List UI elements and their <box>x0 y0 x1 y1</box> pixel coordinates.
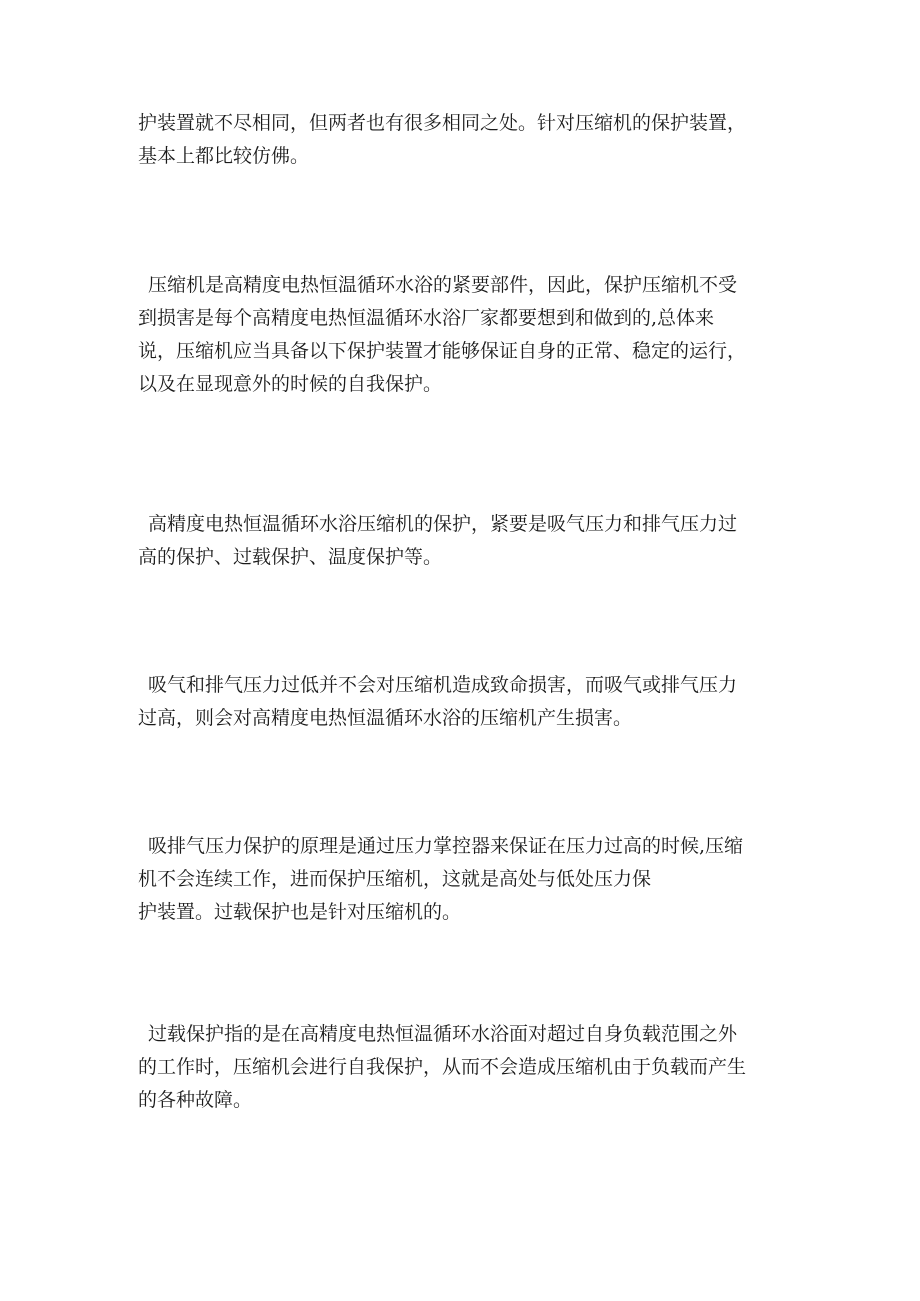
paragraph-4 <box>138 669 788 735</box>
paragraph-5 <box>138 830 788 929</box>
text-line: 护装置。过载保护也是针对压缩机的。 <box>138 901 462 923</box>
paragraph-6 <box>138 1018 788 1117</box>
text-line: 护装置就不尽相同，但两者也有很多相同之处。针对压缩机的保护装置， <box>138 112 747 134</box>
text-line: 高的保护、过载保护、温度保护等。 <box>138 546 443 568</box>
text-line: 压缩机是高精度电热恒温循环水浴的紧要部件，因此，保护压缩机不受 <box>148 274 738 296</box>
text-line: 说，压缩机应当具备以下保护装置才能够保证自身的正常、稳定的运行， <box>138 340 747 362</box>
text-line: 到损害是每个高精度电热恒温循环水浴厂家都要想到和做到的,总体来 <box>138 307 715 329</box>
text-line: 以及在显现意外的时候的自我保护。 <box>138 373 443 395</box>
paragraph-2 <box>138 269 788 401</box>
text-line: 过高，则会对高精度电热恒温循环水浴的压缩机产生损害。 <box>138 707 633 729</box>
text-line: 机不会连续工作，进而保护压缩机，这就是高处与低处压力保 <box>138 868 652 890</box>
text-line: 吸排气压力保护的原理是通过压力掌控器来保证在压力过高的时候,压缩 <box>148 835 744 857</box>
text-line: 吸气和排气压力过低并不会对压缩机造成致命损害，而吸气或排气压力 <box>148 674 738 696</box>
text-line: 过载保护指的是在高精度电热恒温循环水浴面对超过自身负载范围之外 <box>148 1023 738 1045</box>
text-line: 的各种故障。 <box>138 1089 253 1111</box>
paragraph-3 <box>138 508 788 574</box>
text-line: 基本上都比较仿佛。 <box>138 145 310 167</box>
paragraph-1 <box>138 107 788 173</box>
text-line: 的工作时，压缩机会进行自我保护，从而不会造成压缩机由于负载而产生 <box>138 1056 747 1078</box>
text-line: 高精度电热恒温循环水浴压缩机的保护，紧要是吸气压力和排气压力过 <box>148 513 738 535</box>
